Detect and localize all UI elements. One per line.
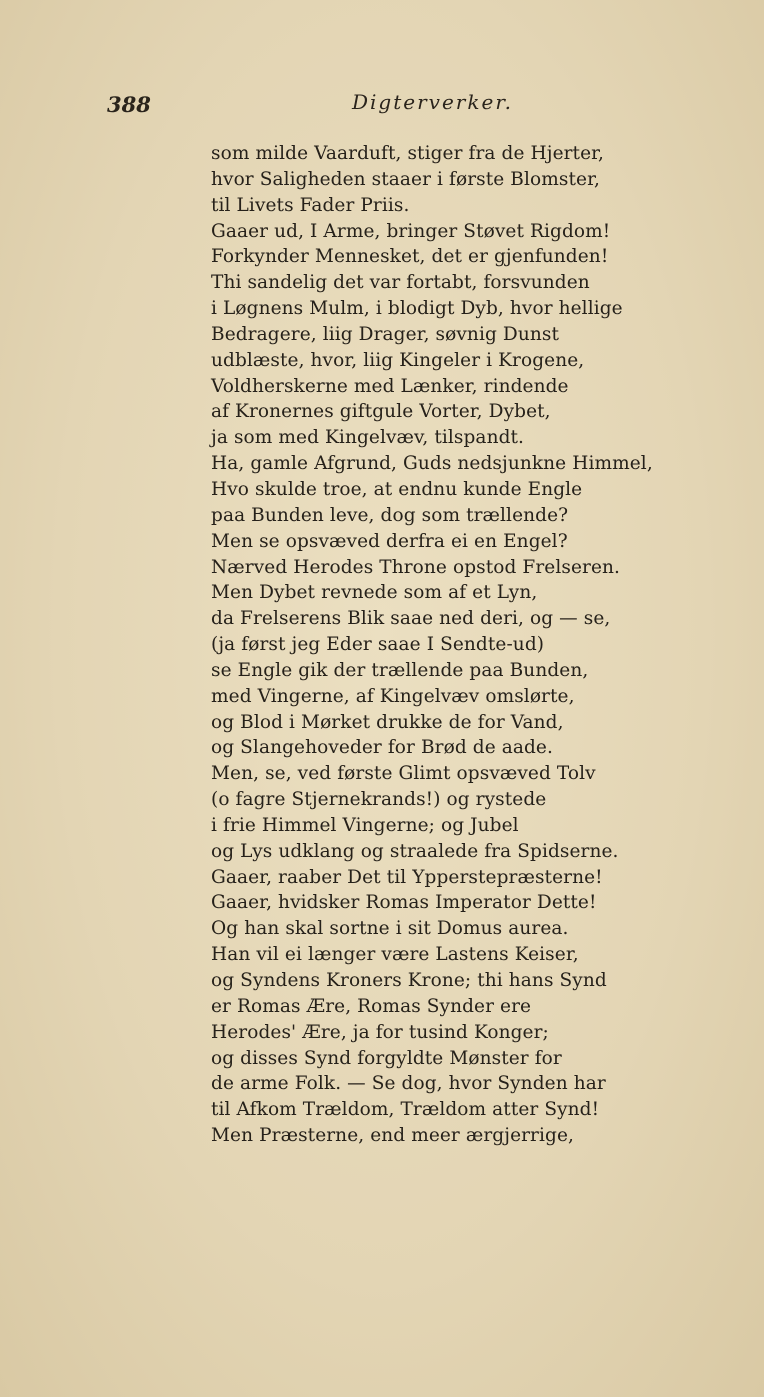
poem-line: og Syndens Kroners Krone; thi hans Synd bbox=[211, 970, 607, 991]
poem-line: og Slangehoveder for Brød de aade. bbox=[211, 737, 553, 759]
poem-line: i frie Himmel Vingerne; og Jubel bbox=[211, 814, 519, 836]
poem-line: Thi sandelig det var fortabt, forsvunden bbox=[211, 272, 590, 294]
poem-line: udblæste, hvor, liig Kingeler i Krogene, bbox=[211, 349, 585, 371]
poem-line: og Blod i Mørket drukke de for Vand, bbox=[211, 711, 564, 733]
poem-line: Han vil ei længer være Lastens Keiser, bbox=[211, 944, 579, 966]
poem-line: af Kronernes giftgule Vorter, Dybet, bbox=[211, 401, 551, 423]
poem-line: Men se opsvæved derfra ei en Engel? bbox=[211, 530, 568, 552]
poem-line: til Afkom Trældom, Trældom atter Synd! bbox=[211, 1099, 600, 1121]
running-title: Digterverker. bbox=[352, 90, 514, 114]
poem-line: paa Bunden leve, dog som trællende? bbox=[211, 504, 569, 526]
poem-line: Gaaer, hvidsker Romas Imperator Dette! bbox=[211, 892, 597, 914]
poem-line: ja som med Kingelvæv, tilspandt. bbox=[211, 427, 525, 449]
poem-line: Gaaer ud, I Arme, bringer Støvet Rigdom! bbox=[211, 220, 611, 242]
poem-line: er Romas Ære, Romas Synder ere bbox=[211, 995, 532, 1017]
poem-line: Gaaer, raaber Det til Ypperstepræsterne! bbox=[211, 866, 603, 888]
poem-line: i Løgnens Mulm, i blodigt Dyb, hvor hellige bbox=[211, 298, 623, 320]
poem-line: Bedragere, liig Drager, søvnig Dunst bbox=[211, 323, 559, 345]
poem-line: Men Præsterne, end meer ærgjerrige, bbox=[211, 1125, 574, 1147]
poem-line: og disses Synd forgyldte Mønster for bbox=[211, 1047, 562, 1069]
page-number: 388 bbox=[107, 92, 151, 117]
poem-line: som milde Vaarduft, stiger fra de Hjerter, bbox=[211, 143, 605, 164]
poem-line: Nærved Herodes Throne opstod Frelseren. bbox=[211, 556, 620, 578]
poem-line: Men Dybet revnede som af et Lyn, bbox=[211, 582, 538, 604]
poem-line: til Livets Fader Priis. bbox=[211, 194, 410, 216]
poem-line: med Vingerne, af Kingelvæv omslørte, bbox=[211, 685, 575, 707]
poem-line: (o fagre Stjernekrands!) og rystede bbox=[211, 789, 547, 811]
poem-text bbox=[211, 141, 731, 1149]
poem-line: Men, se, ved første Glimt opsvæved Tolv bbox=[211, 763, 596, 785]
poem-line: Herodes' Ære, ja for tusind Konger; bbox=[211, 1021, 549, 1043]
poem-line: Ha, gamle Afgrund, Guds nedsjunkne Himmel, bbox=[211, 453, 653, 475]
poem-line: da Frelserens Blik saae ned deri, og — se, bbox=[211, 608, 611, 630]
poem-line: (ja først jeg Eder saae I Sendte-ud) bbox=[211, 634, 545, 656]
poem-line: de arme Folk. — Se dog, hvor Synden har bbox=[211, 1073, 606, 1095]
poem-line: Hvo skulde troe, at endnu kunde Engle bbox=[211, 478, 583, 500]
poem-line: og Lys udklang og straalede fra Spidserne. bbox=[211, 840, 619, 862]
poem-line: Voldherskerne med Lænker, rindende bbox=[211, 375, 569, 397]
poem-line: Forkynder Mennesket, det er gjenfunden! bbox=[211, 246, 609, 268]
poem-line: se Engle gik der trællende paa Bunden, bbox=[211, 659, 589, 681]
poem-line: hvor Saligheden staaer i første Blomster, bbox=[211, 168, 600, 190]
poem-line: Og han skal sortne i sit Domus aurea. bbox=[211, 918, 569, 940]
